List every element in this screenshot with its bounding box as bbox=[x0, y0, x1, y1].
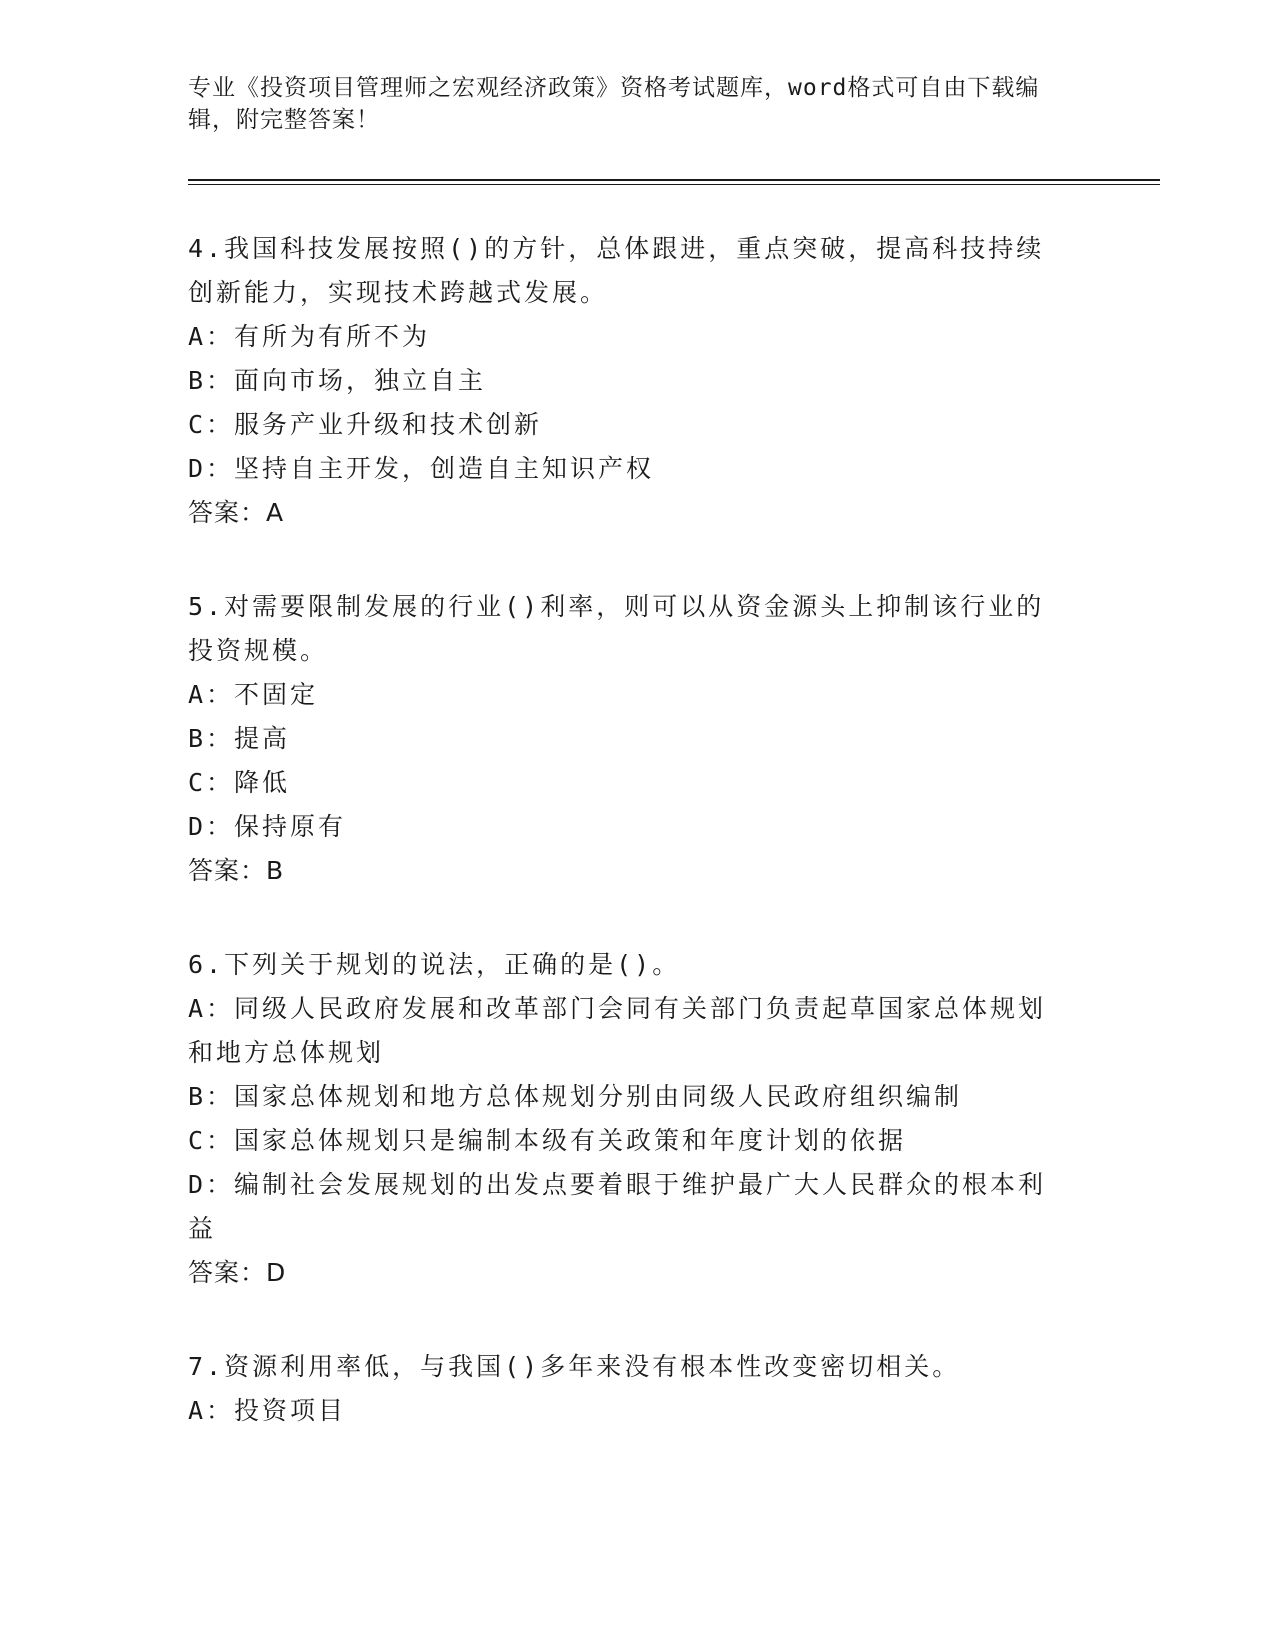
question-stem-line: 投资规模。 bbox=[188, 636, 329, 665]
answer: 答案：D bbox=[188, 1258, 287, 1287]
option-a: A：同级人民政府发展和改革部门会同有关部门负责起草国家总体规划 bbox=[188, 994, 1047, 1023]
option-c: C：服务产业升级和技术创新 bbox=[188, 410, 543, 439]
header-line-2: 辑，附完整答案！ bbox=[188, 107, 380, 133]
option-b: B：提高 bbox=[188, 724, 291, 753]
option-d: D：坚持自主开发，创造自主知识产权 bbox=[188, 454, 655, 483]
option-c: C：降低 bbox=[188, 768, 291, 797]
option-d: D：编制社会发展规划的出发点要着眼于维护最广大人民群众的根本利 bbox=[188, 1170, 1047, 1199]
option-a: A：投资项目 bbox=[188, 1396, 347, 1425]
answer: 答案：B bbox=[188, 856, 285, 885]
option-b: B：面向市场，独立自主 bbox=[188, 366, 487, 395]
answer: 答案：A bbox=[188, 498, 285, 527]
option-c: C：国家总体规划只是编制本级有关政策和年度计划的依据 bbox=[188, 1126, 907, 1155]
header-divider-thick bbox=[188, 179, 1160, 181]
option-a-continued: 和地方总体规划 bbox=[188, 1038, 385, 1067]
header-title bbox=[188, 72, 1068, 136]
question-stem-line: 6.下列关于规划的说法，正确的是()。 bbox=[188, 950, 681, 979]
option-d-continued: 益 bbox=[188, 1214, 217, 1243]
option-d: D：保持原有 bbox=[188, 812, 347, 841]
question-stem-line: 创新能力，实现技术跨越式发展。 bbox=[188, 278, 609, 307]
header-divider-thin bbox=[188, 184, 1160, 185]
question-stem-line: 4.我国科技发展按照()的方针，总体跟进，重点突破，提高科技持续 bbox=[188, 234, 1045, 263]
option-a: A：不固定 bbox=[188, 680, 319, 709]
option-a: A：有所为有所不为 bbox=[188, 322, 431, 351]
header-line-1: 专业《投资项目管理师之宏观经济政策》资格考试题库，word格式可自由下载编 bbox=[188, 75, 1040, 101]
option-b: B：国家总体规划和地方总体规划分别由同级人民政府组织编制 bbox=[188, 1082, 963, 1111]
question-stem-line: 5.对需要限制发展的行业()利率，则可以从资金源头上抑制该行业的 bbox=[188, 592, 1045, 621]
question-stem-line: 7.资源利用率低，与我国()多年来没有根本性改变密切相关。 bbox=[188, 1352, 961, 1381]
